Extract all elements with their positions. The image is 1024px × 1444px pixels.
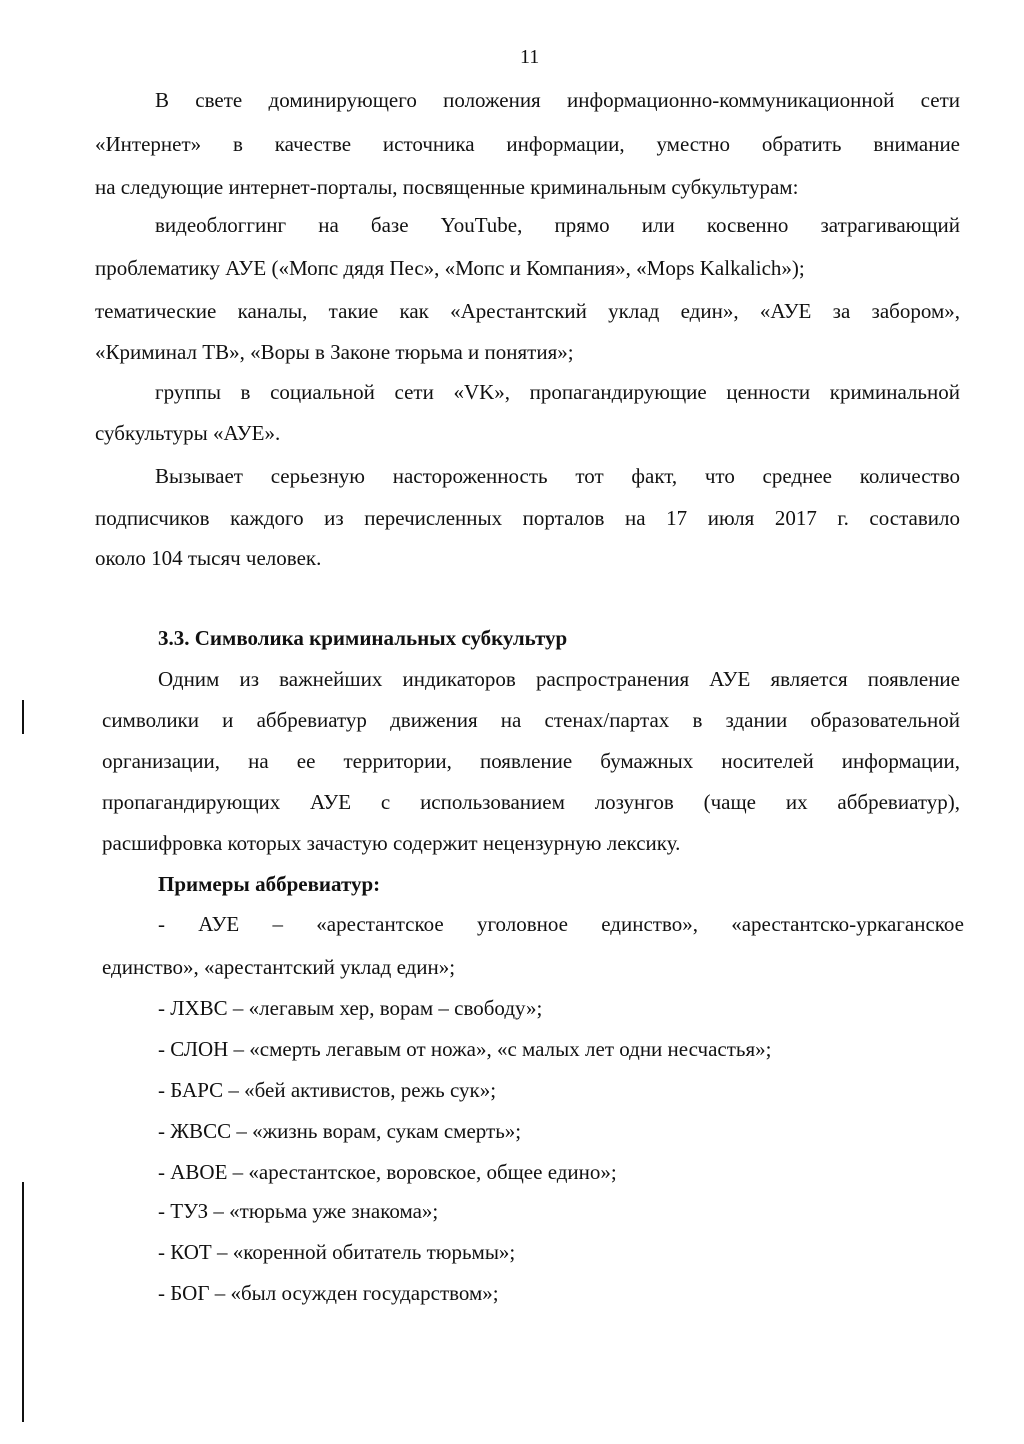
paragraph-youtube-line-1: видеоблоггинг на базе YouTube, прямо или косвенно затрагивающий [155,213,960,237]
abbreviation-item-avoe: - АВОЕ – «арестантское, воровское, общее едино»; [158,1160,617,1184]
abbreviation-item-slon: - СЛОН – «смерть легавым от ножа», «с малых лет одни несчастья»; [158,1037,772,1061]
paragraph-subscribers-line-2: подписчиков каждого из перечисленных порталов на 17 июля 2017 г. составило [95,506,960,530]
paragraph-vk-line-1: группы в социальной сети «VK», пропагандирующие ценности криминальной [155,380,960,404]
paragraph-vk-line-2: субкультуры «АУЕ». [95,421,281,445]
page-number: 11 [520,46,540,68]
paragraph-intro-line-3: на следующие интернет-порталы, посвященные криминальным субкультурам: [95,175,799,199]
abbreviation-item-tuz: - ТУЗ – «тюрьма уже знакома»; [158,1199,439,1223]
abbreviation-item-zhvss: - ЖВСС – «жизнь ворам, сукам смерть»; [158,1119,522,1143]
paragraph-symbolism-line-3: организации, на ее территории, появление бумажных носителей информации, [102,749,960,773]
abbreviation-item-bog: - БОГ – «был осужден государством»; [158,1281,499,1305]
paragraph-youtube-line-4: «Криминал ТВ», «Воры в Законе тюрьма и понятия»; [95,340,574,364]
abbreviation-item-aue-line-1: - АУЕ – «арестантское уголовное единство», «арестантско-уркаганское [158,912,964,936]
paragraph-subscribers-line-3: около 104 тысяч человек. [95,546,322,570]
paragraph-subscribers-line-1: Вызывает серьезную настороженность тот факт, что среднее количество [155,464,960,488]
abbreviation-item-aue-line-2: единство», «арестантский уклад един»; [102,955,456,979]
paragraph-youtube-line-3: тематические каналы, такие как «Арестантский уклад един», «АУЕ за забором», [95,299,960,323]
margin-bar-top [22,700,24,734]
paragraph-symbolism-line-5: расшифровка которых зачастую содержит нецензурную лексику. [102,831,681,855]
abbreviation-item-kot: - КОТ – «коренной обитатель тюрьмы»; [158,1240,516,1264]
margin-bar-bottom [22,1182,24,1422]
section-heading: 3.3. Символика криминальных субкультур [158,626,568,650]
examples-heading: Примеры аббревиатур: [158,872,381,896]
paragraph-symbolism-line-1: Одним из важнейших индикаторов распространения АУЕ является появление [158,667,960,691]
abbreviation-item-lhvs: - ЛХВС – «легавым хер, ворам – свободу»; [158,996,543,1020]
paragraph-symbolism-line-4: пропагандирующих АУЕ с использованием лозунгов (чаще их аббревиатур), [102,790,960,814]
abbreviation-item-bars: - БАРС – «бей активистов, режь сук»; [158,1078,497,1102]
paragraph-intro-line-1: В свете доминирующего положения информационно-коммуникационной сети [155,88,960,112]
paragraph-youtube-line-2: проблематику АУЕ («Мопс дядя Пес», «Мопс и Компания», «Mops Kalkalich»); [95,256,805,280]
paragraph-symbolism-line-2: символики и аббревиатур движения на стенах/партах в здании образовательной [102,708,960,732]
paragraph-intro-line-2: «Интернет» в качестве источника информации, уместно обратить внимание [95,132,960,156]
